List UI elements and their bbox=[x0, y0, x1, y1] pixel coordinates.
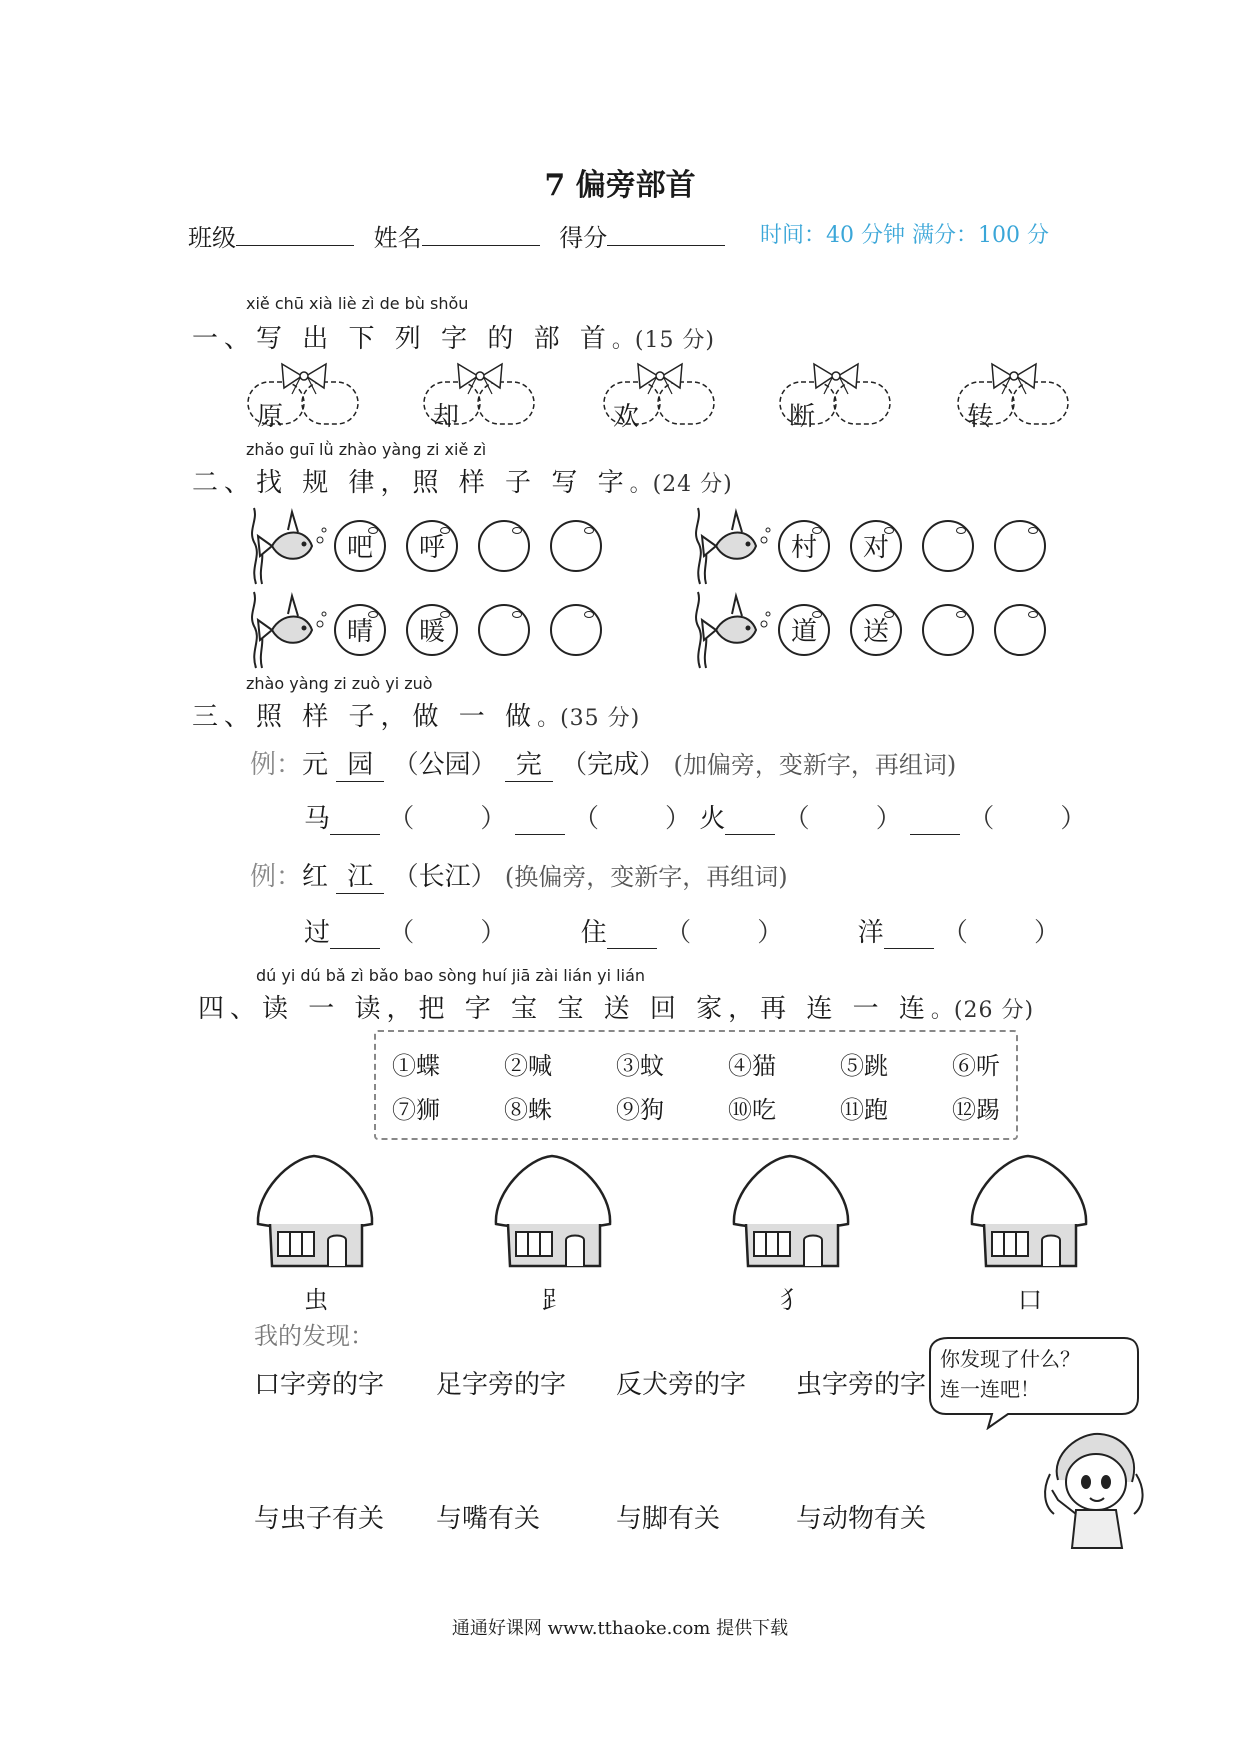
speech-line: 你发现了什么？ bbox=[940, 1347, 1080, 1371]
q4-heading-text: 四、读 一 读，把 字 宝 宝 送 回 家，再 连 一 连 bbox=[198, 994, 931, 1024]
q1-char: 转 bbox=[966, 402, 993, 432]
bubble: 村 bbox=[778, 520, 830, 572]
bubble: 呼 bbox=[406, 520, 458, 572]
q3-char: 洋 bbox=[857, 918, 884, 948]
char-item[interactable]: ⑩吃 bbox=[728, 1096, 776, 1124]
discovery-title: 我的发现： bbox=[254, 1322, 374, 1350]
example-new-char: 江 bbox=[336, 856, 384, 894]
char-item[interactable]: ⑥听 bbox=[952, 1052, 1000, 1080]
q1-heading bbox=[192, 318, 715, 355]
group-label[interactable]: 虫字旁的字 bbox=[796, 1370, 927, 1400]
q2-pinyin: zhǎo guī lǜ zhào yàng zi xiě zì bbox=[246, 440, 487, 459]
house-icon[interactable] bbox=[726, 1152, 856, 1272]
char-item[interactable]: ⑪跑 bbox=[840, 1096, 888, 1124]
q3-char: 马 bbox=[304, 804, 331, 834]
group-meaning[interactable]: 与嘴有关 bbox=[436, 1504, 541, 1534]
group-label[interactable]: 足字旁的字 bbox=[436, 1370, 567, 1400]
group-meaning[interactable]: 与动物有关 bbox=[796, 1504, 927, 1534]
bubble: 对 bbox=[850, 520, 902, 572]
answer-blank[interactable] bbox=[725, 804, 775, 835]
bubble: 暖 bbox=[406, 604, 458, 656]
bubble-blank[interactable] bbox=[922, 520, 974, 572]
bubble: 道 bbox=[778, 604, 830, 656]
speech-line: 连一连吧！ bbox=[940, 1377, 1040, 1401]
group-meaning[interactable]: 与虫子有关 bbox=[254, 1504, 385, 1534]
bow-item bbox=[600, 362, 720, 442]
q4-score: 。(26 分) bbox=[930, 998, 1035, 1023]
example-word: 长江 bbox=[418, 862, 471, 892]
q3-char: 过 bbox=[304, 918, 331, 948]
answer-blank[interactable] bbox=[330, 918, 380, 949]
char-item[interactable]: ③蚊 bbox=[616, 1052, 664, 1080]
fish-seaweed-icon bbox=[692, 590, 772, 670]
group-meaning[interactable]: 与脚有关 bbox=[616, 1504, 721, 1534]
name-blank[interactable] bbox=[422, 225, 540, 246]
answer-blank[interactable] bbox=[910, 804, 960, 835]
char-item[interactable]: ⑨狗 bbox=[616, 1096, 664, 1124]
example-label: 例： bbox=[250, 750, 303, 780]
bow-item bbox=[420, 362, 540, 442]
house-label: 𧾷 bbox=[542, 1286, 566, 1314]
house-icon[interactable] bbox=[488, 1152, 618, 1272]
char-item[interactable]: ⑧蛛 bbox=[504, 1096, 552, 1124]
example-label: 例： bbox=[250, 862, 303, 892]
house-label: 口 bbox=[1018, 1286, 1042, 1314]
girl-illustration bbox=[1040, 1430, 1150, 1554]
q1-char: 欢 bbox=[612, 402, 639, 432]
q3-char: 住 bbox=[580, 918, 607, 948]
bubble-blank[interactable] bbox=[994, 520, 1046, 572]
q3-score: 。(35 分) bbox=[537, 706, 641, 731]
example-base: 元 bbox=[302, 750, 329, 780]
name-label: 姓名 bbox=[373, 224, 422, 252]
q3-example2: 例：红 江 （长江） (换偏旁，变新字，再组词) bbox=[250, 856, 788, 894]
bubble: 晴 bbox=[334, 604, 386, 656]
char-item[interactable]: ④猫 bbox=[728, 1052, 776, 1080]
char-item[interactable]: ⑦狮 bbox=[392, 1096, 440, 1124]
q4-pinyin: dú yi dú bǎ zì bǎo bao sòng huí jiā zài lián yi lián bbox=[256, 966, 646, 985]
example-base: 红 bbox=[302, 862, 329, 892]
house-icon[interactable] bbox=[964, 1152, 1094, 1272]
class-label: 班级 bbox=[188, 224, 236, 252]
bubble-blank[interactable] bbox=[994, 604, 1046, 656]
char-box bbox=[374, 1030, 1018, 1140]
fish-seaweed-icon bbox=[248, 590, 328, 670]
bubble-blank[interactable] bbox=[478, 604, 530, 656]
q1-char: 断 bbox=[788, 402, 815, 432]
bubble-blank[interactable] bbox=[922, 604, 974, 656]
bubble: 送 bbox=[850, 604, 902, 656]
bubble-blank[interactable] bbox=[550, 604, 602, 656]
q1-heading-text: 一、写 出 下 列 字 的 部 首 bbox=[192, 324, 612, 354]
q1-score: 。(15 分) bbox=[611, 328, 716, 353]
house-label: 犭 bbox=[780, 1286, 804, 1314]
group-label[interactable]: 口字旁的字 bbox=[254, 1370, 385, 1400]
q2-heading bbox=[192, 462, 733, 499]
char-item[interactable]: ⑫踢 bbox=[952, 1096, 1000, 1124]
q3-example1: 例：元 园 （公园） 完 （完成） (加偏旁，变新字，再组词) bbox=[250, 744, 956, 782]
char-item[interactable]: ①蝶 bbox=[392, 1052, 440, 1080]
q3-heading-text: 三、照 样 子，做 一 做 bbox=[192, 702, 538, 732]
q3-pinyin: zhào yàng zi zuò yi zuò bbox=[246, 674, 433, 693]
bow-item bbox=[954, 362, 1074, 442]
q3-char: 火 bbox=[699, 804, 726, 834]
q4-heading bbox=[198, 988, 1034, 1025]
answer-blank[interactable] bbox=[330, 804, 380, 835]
answer-blank[interactable] bbox=[884, 918, 934, 949]
page-title: 7 偏旁部首 bbox=[544, 168, 696, 203]
answer-blank[interactable] bbox=[515, 804, 565, 835]
q2-score: 。(24 分) bbox=[629, 472, 733, 497]
time-info: 时间：40 分钟 满分：100 分 bbox=[760, 223, 1049, 248]
q3-line2: 过 （ ） 住 （ ） 洋 （ ） bbox=[304, 918, 1060, 948]
group-label[interactable]: 反犬旁的字 bbox=[616, 1370, 747, 1400]
bow-item bbox=[776, 362, 896, 442]
example-new-char: 完 bbox=[505, 744, 553, 782]
q1-char: 却 bbox=[432, 402, 459, 432]
example-hint: (换偏旁，变新字，再组词) bbox=[504, 863, 788, 891]
example-word: 完成 bbox=[587, 750, 640, 780]
q3-line1: 马 （ ） （ ） 火 （ ） （ ） bbox=[304, 804, 1087, 834]
fish-seaweed-icon bbox=[248, 506, 328, 586]
footer: 通通好课网 www.tthaoke.com 提供下载 bbox=[451, 1618, 789, 1639]
char-item[interactable]: ②喊 bbox=[504, 1052, 552, 1080]
score-blank[interactable] bbox=[607, 225, 725, 246]
bubble-blank[interactable] bbox=[478, 520, 530, 572]
example-word: 公园 bbox=[418, 750, 471, 780]
house-label: 虫 bbox=[304, 1286, 328, 1314]
class-blank[interactable] bbox=[236, 225, 354, 246]
q3-heading bbox=[192, 696, 640, 733]
fish-seaweed-icon bbox=[692, 506, 772, 586]
bubble-blank[interactable] bbox=[550, 520, 602, 572]
q2-heading-text: 二、找 规 律，照 样 子 写 字 bbox=[192, 468, 630, 498]
bow-item bbox=[244, 362, 364, 442]
bubble: 吧 bbox=[334, 520, 386, 572]
example-hint: (加偏旁，变新字，再组词) bbox=[673, 751, 957, 779]
answer-blank[interactable] bbox=[607, 918, 657, 949]
q1-pinyin: xiě chū xià liè zì de bù shǒu bbox=[246, 294, 469, 313]
house-icon[interactable] bbox=[250, 1152, 380, 1272]
example-new-char: 园 bbox=[336, 744, 384, 782]
char-item[interactable]: ⑤跳 bbox=[840, 1052, 888, 1080]
info-line bbox=[188, 218, 737, 253]
q1-char: 原 bbox=[256, 402, 283, 432]
score-label: 得分 bbox=[559, 224, 608, 252]
